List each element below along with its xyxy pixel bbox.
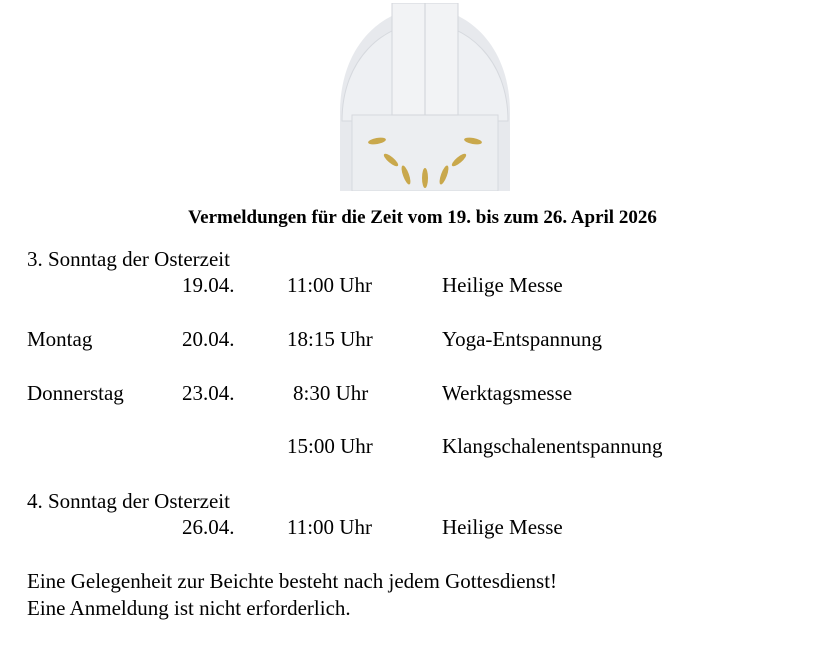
event-time: 11:00 Uhr [287,515,372,539]
page-title: Vermeldungen für die Zeit vom 19. bis zum 26. April 2026 [188,207,657,228]
event-name: Yoga-Entspannung [442,327,603,351]
event-date: 26.04. [182,515,235,539]
event-day: Montag [27,327,93,351]
event-time: 15:00 Uhr [287,434,373,458]
event-time: 8:30 Uhr [293,381,369,405]
section-heading: 4. Sonntag der Osterzeit [27,489,230,513]
event-date: 20.04. [182,327,235,351]
registration-note: Eine Anmeldung ist nicht erforderlich. [27,596,351,620]
confession-note: Eine Gelegenheit zur Beichte besteht nach jedem Gottesdienst! [27,569,558,593]
event-name: Heilige Messe [442,515,563,539]
event-time: 18:15 Uhr [287,327,373,351]
event-time: 11:00 Uhr [287,273,372,297]
event-day: Donnerstag [27,381,124,405]
section-heading: 3. Sonntag der Osterzeit [27,247,230,271]
event-name: Werktagsmesse [442,381,573,405]
candle-icon [330,3,520,191]
event-name: Heilige Messe [442,273,563,297]
event-name: Klangschalenentspannung [442,434,663,458]
church-candle-logo [330,3,520,191]
event-date: 19.04. [182,273,235,297]
event-date: 23.04. [182,381,235,405]
